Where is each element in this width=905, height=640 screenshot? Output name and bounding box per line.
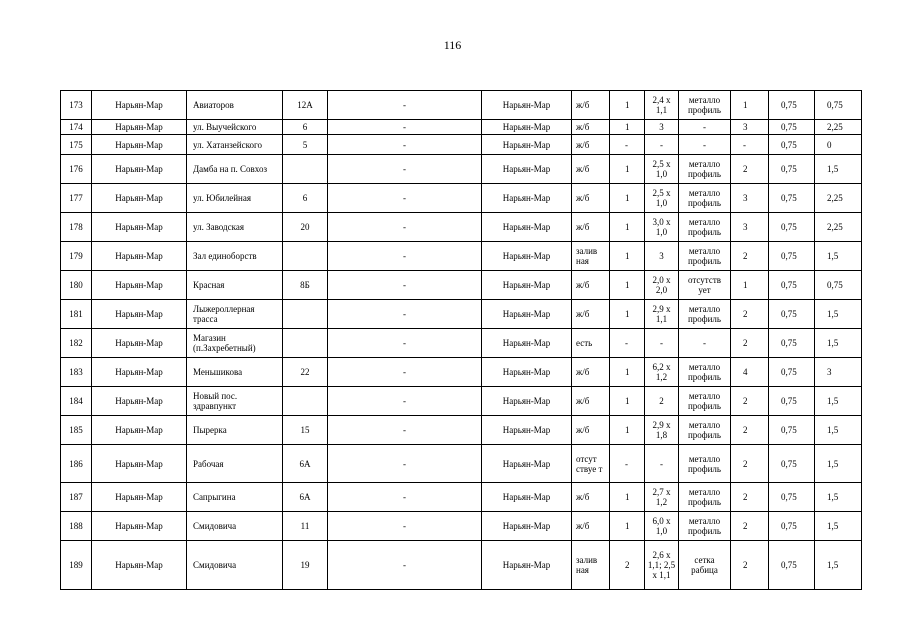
city-cell: Нарьян-Мар [92, 541, 187, 590]
total-volume-cell: 1,5 [815, 483, 862, 512]
total-volume-cell: 0,75 [815, 91, 862, 120]
row-number-cell: 185 [61, 416, 92, 445]
container-count-cell: - [731, 135, 769, 155]
total-volume-cell: 1,5 [815, 387, 862, 416]
total-volume-cell: 1,5 [815, 242, 862, 271]
locality-cell: Нарьян-Мар [482, 512, 572, 541]
row-number-cell: 182 [61, 329, 92, 358]
total-volume-cell: 2,25 [815, 120, 862, 135]
note-cell: - [328, 387, 482, 416]
note-cell: - [328, 512, 482, 541]
street-cell: ул. Хатанзейского [187, 135, 283, 155]
site-size-cell: 2,0 х 2,0 [645, 271, 679, 300]
row-number-cell: 173 [61, 91, 92, 120]
locality-cell: Нарьян-Мар [482, 541, 572, 590]
table-row [61, 358, 862, 387]
total-volume-cell: 1,5 [815, 416, 862, 445]
container-volume-cell: 0,75 [769, 483, 815, 512]
container-volume-cell: 0,75 [769, 184, 815, 213]
street-cell: Зал единоборств [187, 242, 283, 271]
locality-cell: Нарьян-Мар [482, 120, 572, 135]
total-volume-cell: 1,5 [815, 155, 862, 184]
locality-cell: Нарьян-Мар [482, 135, 572, 155]
total-volume-cell: 0 [815, 135, 862, 155]
street-cell: Новый пос. здравпункт [187, 387, 283, 416]
table-row [61, 271, 862, 300]
city-cell: Нарьян-Мар [92, 135, 187, 155]
row-number-cell: 178 [61, 213, 92, 242]
container-count-cell: 2 [731, 329, 769, 358]
site-size-cell: 2,9 х 1,8 [645, 416, 679, 445]
site-size-cell: 2,5 х 1,0 [645, 155, 679, 184]
container-count-cell: 1 [731, 271, 769, 300]
surface-type-cell: отсут ствуе т [572, 445, 610, 483]
surface-type-cell: ж/б [572, 155, 610, 184]
site-size-cell: 2 [645, 387, 679, 416]
note-cell: - [328, 483, 482, 512]
house-number-cell: 5 [283, 135, 328, 155]
container-count-cell: 2 [731, 445, 769, 483]
note-cell: - [328, 271, 482, 300]
waste-sites-table [60, 90, 862, 590]
container-volume-cell: 0,75 [769, 213, 815, 242]
house-number-cell: 22 [283, 358, 328, 387]
row-number-cell: 175 [61, 135, 92, 155]
locality-cell: Нарьян-Мар [482, 213, 572, 242]
site-size-cell: - [645, 329, 679, 358]
total-volume-cell: 1,5 [815, 541, 862, 590]
fence-type-cell: сетка рабица [679, 541, 731, 590]
container-count-cell: 2 [731, 416, 769, 445]
city-cell: Нарьян-Мар [92, 213, 187, 242]
table-row [61, 135, 862, 155]
site-size-cell: 3 [645, 242, 679, 271]
container-volume-cell: 0,75 [769, 155, 815, 184]
surface-type-cell: ж/б [572, 135, 610, 155]
site-size-cell: - [645, 445, 679, 483]
locality-cell: Нарьян-Мар [482, 329, 572, 358]
fence-type-cell: металло профиль [679, 483, 731, 512]
street-cell: Красная [187, 271, 283, 300]
table-row [61, 483, 862, 512]
table-row [61, 120, 862, 135]
fence-type-cell: металло профиль [679, 155, 731, 184]
total-volume-cell: 1,5 [815, 329, 862, 358]
city-cell: Нарьян-Мар [92, 300, 187, 329]
surface-type-cell: ж/б [572, 300, 610, 329]
row-number-cell: 176 [61, 155, 92, 184]
house-number-cell: 6 [283, 120, 328, 135]
container-volume-cell: 0,75 [769, 541, 815, 590]
row-number-cell: 183 [61, 358, 92, 387]
table-row [61, 541, 862, 590]
city-cell: Нарьян-Мар [92, 242, 187, 271]
note-cell: - [328, 135, 482, 155]
house-number-cell: 8Б [283, 271, 328, 300]
street-cell: Меньшикова [187, 358, 283, 387]
site-size-cell: 6,2 х 1,2 [645, 358, 679, 387]
street-cell: ул. Выучейского [187, 120, 283, 135]
house-number-cell: 12А [283, 91, 328, 120]
row-number-cell: 188 [61, 512, 92, 541]
table-row [61, 213, 862, 242]
container-count-cell: 2 [731, 541, 769, 590]
street-cell: Сапрыгина [187, 483, 283, 512]
row-number-cell: 189 [61, 541, 92, 590]
table-row [61, 155, 862, 184]
site-count-cell: 1 [610, 512, 645, 541]
fence-type-cell: металло профиль [679, 91, 731, 120]
fence-type-cell: металло профиль [679, 300, 731, 329]
table-row [61, 416, 862, 445]
city-cell: Нарьян-Мар [92, 155, 187, 184]
house-number-cell: 6 [283, 184, 328, 213]
city-cell: Нарьян-Мар [92, 512, 187, 541]
site-count-cell: 1 [610, 242, 645, 271]
locality-cell: Нарьян-Мар [482, 358, 572, 387]
fence-type-cell: металло профиль [679, 184, 731, 213]
note-cell: - [328, 416, 482, 445]
note-cell: - [328, 120, 482, 135]
container-count-cell: 1 [731, 91, 769, 120]
house-number-cell: 11 [283, 512, 328, 541]
city-cell: Нарьян-Мар [92, 416, 187, 445]
city-cell: Нарьян-Мар [92, 387, 187, 416]
table-row [61, 512, 862, 541]
container-volume-cell: 0,75 [769, 358, 815, 387]
city-cell: Нарьян-Мар [92, 120, 187, 135]
container-volume-cell: 0,75 [769, 242, 815, 271]
locality-cell: Нарьян-Мар [482, 483, 572, 512]
locality-cell: Нарьян-Мар [482, 91, 572, 120]
fence-type-cell: металло профиль [679, 512, 731, 541]
street-cell: ул. Заводская [187, 213, 283, 242]
street-cell: Лыжероллерная трасса [187, 300, 283, 329]
city-cell: Нарьян-Мар [92, 184, 187, 213]
container-volume-cell: 0,75 [769, 512, 815, 541]
container-volume-cell: 0,75 [769, 120, 815, 135]
fence-type-cell: отсутств ует [679, 271, 731, 300]
container-volume-cell: 0,75 [769, 300, 815, 329]
total-volume-cell: 2,25 [815, 184, 862, 213]
site-count-cell: 1 [610, 483, 645, 512]
site-size-cell: 6,0 х 1,0 [645, 512, 679, 541]
site-count-cell: 1 [610, 155, 645, 184]
site-count-cell: 1 [610, 416, 645, 445]
city-cell: Нарьян-Мар [92, 358, 187, 387]
row-number-cell: 180 [61, 271, 92, 300]
total-volume-cell: 1,5 [815, 512, 862, 541]
row-number-cell: 184 [61, 387, 92, 416]
city-cell: Нарьян-Мар [92, 329, 187, 358]
page-number: 116 [443, 38, 462, 52]
container-volume-cell: 0,75 [769, 416, 815, 445]
house-number-cell: 6А [283, 483, 328, 512]
surface-type-cell: ж/б [572, 271, 610, 300]
locality-cell: Нарьян-Мар [482, 445, 572, 483]
fence-type-cell: - [679, 135, 731, 155]
container-volume-cell: 0,75 [769, 271, 815, 300]
city-cell: Нарьян-Мар [92, 91, 187, 120]
house-number-cell [283, 300, 328, 329]
total-volume-cell: 2,25 [815, 213, 862, 242]
street-cell: ул. Юбилейная [187, 184, 283, 213]
house-number-cell: 20 [283, 213, 328, 242]
container-count-cell: 3 [731, 184, 769, 213]
street-cell: Авиаторов [187, 91, 283, 120]
locality-cell: Нарьян-Мар [482, 416, 572, 445]
note-cell: - [328, 300, 482, 329]
surface-type-cell: ж/б [572, 483, 610, 512]
container-volume-cell: 0,75 [769, 91, 815, 120]
total-volume-cell: 1,5 [815, 445, 862, 483]
note-cell: - [328, 358, 482, 387]
surface-type-cell: ж/б [572, 416, 610, 445]
site-count-cell: 1 [610, 91, 645, 120]
container-volume-cell: 0,75 [769, 445, 815, 483]
container-count-cell: 4 [731, 358, 769, 387]
row-number-cell: 174 [61, 120, 92, 135]
table-row [61, 91, 862, 120]
street-cell: Пырерка [187, 416, 283, 445]
surface-type-cell: есть [572, 329, 610, 358]
street-cell: Дамба на п. Совхоз [187, 155, 283, 184]
note-cell: - [328, 155, 482, 184]
locality-cell: Нарьян-Мар [482, 271, 572, 300]
note-cell: - [328, 329, 482, 358]
table-row [61, 184, 862, 213]
total-volume-cell: 3 [815, 358, 862, 387]
site-size-cell: 3,0 х 1,0 [645, 213, 679, 242]
container-volume-cell: 0,75 [769, 387, 815, 416]
row-number-cell: 181 [61, 300, 92, 329]
container-volume-cell: 0,75 [769, 329, 815, 358]
total-volume-cell: 1,5 [815, 300, 862, 329]
table-row [61, 300, 862, 329]
street-cell: Смидовича [187, 541, 283, 590]
container-count-cell: 3 [731, 213, 769, 242]
fence-type-cell: металло профиль [679, 387, 731, 416]
row-number-cell: 186 [61, 445, 92, 483]
site-count-cell: 1 [610, 271, 645, 300]
table-body [61, 91, 862, 590]
site-count-cell: 1 [610, 358, 645, 387]
locality-cell: Нарьян-Мар [482, 387, 572, 416]
row-number-cell: 179 [61, 242, 92, 271]
table-row [61, 242, 862, 271]
fence-type-cell: металло профиль [679, 242, 731, 271]
surface-type-cell: залив ная [572, 242, 610, 271]
locality-cell: Нарьян-Мар [482, 155, 572, 184]
locality-cell: Нарьян-Мар [482, 184, 572, 213]
note-cell: - [328, 91, 482, 120]
site-count-cell: 1 [610, 213, 645, 242]
fence-type-cell: - [679, 329, 731, 358]
total-volume-cell: 0,75 [815, 271, 862, 300]
street-cell: Смидовича [187, 512, 283, 541]
house-number-cell: 19 [283, 541, 328, 590]
surface-type-cell: ж/б [572, 213, 610, 242]
container-count-cell: 3 [731, 120, 769, 135]
row-number-cell: 177 [61, 184, 92, 213]
surface-type-cell: ж/б [572, 91, 610, 120]
fence-type-cell: - [679, 120, 731, 135]
container-count-cell: 2 [731, 512, 769, 541]
locality-cell: Нарьян-Мар [482, 300, 572, 329]
site-count-cell: 2 [610, 541, 645, 590]
city-cell: Нарьян-Мар [92, 271, 187, 300]
house-number-cell [283, 155, 328, 184]
container-count-cell: 2 [731, 483, 769, 512]
fence-type-cell: металло профиль [679, 213, 731, 242]
container-count-cell: 2 [731, 387, 769, 416]
note-cell: - [328, 213, 482, 242]
fence-type-cell: металло профиль [679, 358, 731, 387]
house-number-cell: 6А [283, 445, 328, 483]
fence-type-cell: металло профиль [679, 416, 731, 445]
city-cell: Нарьян-Мар [92, 483, 187, 512]
site-count-cell: 1 [610, 387, 645, 416]
site-count-cell: - [610, 135, 645, 155]
note-cell: - [328, 184, 482, 213]
site-count-cell: - [610, 445, 645, 483]
site-size-cell: 2,4 х 1,1 [645, 91, 679, 120]
table-row [61, 445, 862, 483]
house-number-cell [283, 242, 328, 271]
note-cell: - [328, 242, 482, 271]
note-cell: - [328, 541, 482, 590]
surface-type-cell: ж/б [572, 184, 610, 213]
surface-type-cell: ж/б [572, 120, 610, 135]
locality-cell: Нарьян-Мар [482, 242, 572, 271]
surface-type-cell: ж/б [572, 358, 610, 387]
street-cell: Рабочая [187, 445, 283, 483]
surface-type-cell: ж/б [572, 512, 610, 541]
table-row [61, 329, 862, 358]
site-size-cell: 2,7 х 1,2 [645, 483, 679, 512]
note-cell: - [328, 445, 482, 483]
street-cell: Магазин (п.Захребетный) [187, 329, 283, 358]
site-count-cell: - [610, 329, 645, 358]
container-count-cell: 2 [731, 300, 769, 329]
row-number-cell: 187 [61, 483, 92, 512]
house-number-cell [283, 387, 328, 416]
site-size-cell: 2,6 х 1,1; 2,5 х 1,1 [645, 541, 679, 590]
site-count-cell: 1 [610, 120, 645, 135]
surface-type-cell: залив ная [572, 541, 610, 590]
house-number-cell [283, 329, 328, 358]
container-volume-cell: 0,75 [769, 135, 815, 155]
site-count-cell: 1 [610, 184, 645, 213]
site-size-cell: 3 [645, 120, 679, 135]
site-count-cell: 1 [610, 300, 645, 329]
surface-type-cell: ж/б [572, 387, 610, 416]
house-number-cell: 15 [283, 416, 328, 445]
site-size-cell: 2,5 х 1,0 [645, 184, 679, 213]
site-size-cell: 2,9 х 1,1 [645, 300, 679, 329]
table-row [61, 387, 862, 416]
city-cell: Нарьян-Мар [92, 445, 187, 483]
container-count-cell: 2 [731, 155, 769, 184]
site-size-cell: - [645, 135, 679, 155]
fence-type-cell: металло профиль [679, 445, 731, 483]
container-count-cell: 2 [731, 242, 769, 271]
